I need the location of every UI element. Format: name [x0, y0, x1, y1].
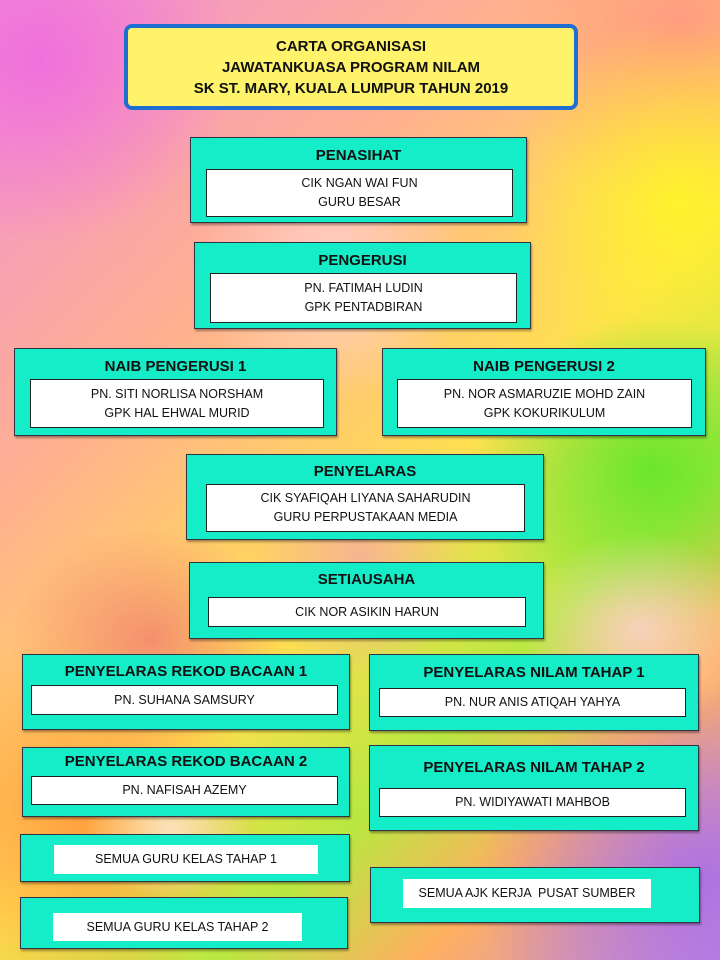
- name-setiausaha: CIK NOR ASIKIN HARUN: [295, 604, 439, 619]
- position-pengerusi: GPK PENTADBIRAN: [304, 300, 423, 314]
- role-pengerusi: PENGERUSI: [318, 252, 407, 269]
- person-nilam-tahap-2: [379, 788, 686, 817]
- label-guru-tahap-2: [53, 913, 302, 941]
- position-penasihat: GURU BESAR: [318, 195, 401, 209]
- node-nilam-tahap-2: [369, 745, 699, 831]
- role-penasihat: PENASIHAT: [315, 147, 402, 164]
- name-penyelaras: CIK SYAFIQAH LIYANA SAHARUDIN: [260, 491, 471, 505]
- node-guru-tahap-1: [20, 834, 350, 882]
- name-penasihat: CIK NGAN WAI FUN: [301, 176, 418, 190]
- title-line-3: SK ST. MARY, KUALA LUMPUR TAHUN 2019: [193, 79, 509, 97]
- title-line-1: CARTA ORGANISASI: [276, 37, 426, 55]
- name-pengerusi: PN. FATIMAH LUDIN: [304, 281, 423, 295]
- person-rekod-bacaan-1: [31, 685, 338, 715]
- name-nilam-tahap-1: PN. NUR ANIS ATIQAH YAHYA: [444, 695, 621, 709]
- person-nilam-tahap-1: [379, 688, 686, 717]
- role-naib-pengerusi-2: NAIB PENGERUSI 2: [473, 358, 615, 375]
- role-nilam-tahap-2: PENYELARAS NILAM TAHAP 2: [423, 759, 645, 776]
- position-penyelaras: GURU PERPUSTAKAAN MEDIA: [273, 510, 458, 524]
- node-pengerusi: [194, 242, 531, 329]
- node-guru-tahap-2: [20, 897, 348, 949]
- text-guru-tahap-2: SEMUA GURU KELAS TAHAP 2: [86, 919, 269, 934]
- person-setiausaha: [208, 597, 526, 627]
- node-nilam-tahap-1: [369, 654, 699, 731]
- person-penyelaras: [206, 484, 525, 532]
- person-rekod-bacaan-2: [31, 776, 338, 805]
- node-rekod-bacaan-1: [22, 654, 350, 730]
- node-ajk-kerja: [370, 867, 700, 923]
- title-line-2: JAWATANKUASA PROGRAM NILAM: [221, 58, 481, 76]
- node-naib-pengerusi-1: [14, 348, 337, 436]
- name-naib-pengerusi-1: PN. SITI NORLISA NORSHAM: [90, 386, 264, 401]
- role-rekod-bacaan-1: PENYELARAS REKOD BACAAN 1: [64, 663, 308, 680]
- role-naib-pengerusi-1: NAIB PENGERUSI 1: [104, 358, 247, 375]
- text-guru-tahap-1: SEMUA GURU KELAS TAHAP 1: [94, 852, 277, 866]
- person-naib-pengerusi-2: [397, 379, 692, 428]
- label-guru-tahap-1: [54, 845, 318, 874]
- chart-title-box: [124, 24, 578, 110]
- node-rekod-bacaan-2: [22, 747, 350, 817]
- name-naib-pengerusi-2: PN. NOR ASMARUZIE MOHD ZAIN: [443, 386, 646, 401]
- role-penyelaras: PENYELARAS: [313, 463, 417, 480]
- person-pengerusi: [210, 273, 517, 323]
- person-penasihat: [206, 169, 513, 217]
- name-nilam-tahap-2: PN. WIDIYAWATI MAHBOB: [455, 795, 610, 809]
- text-ajk-kerja: SEMUA AJK KERJA PUSAT SUMBER: [418, 886, 636, 900]
- node-penyelaras: [186, 454, 544, 540]
- role-rekod-bacaan-2: PENYELARAS REKOD BACAAN 2: [64, 753, 308, 770]
- node-penasihat: [190, 137, 527, 223]
- name-rekod-bacaan-1: PN. SUHANA SAMSURY: [114, 692, 255, 707]
- person-naib-pengerusi-1: [30, 379, 324, 428]
- node-naib-pengerusi-2: [382, 348, 706, 436]
- node-setiausaha: [189, 562, 544, 639]
- role-nilam-tahap-1: PENYELARAS NILAM TAHAP 1: [423, 664, 645, 681]
- name-rekod-bacaan-2: PN. NAFISAH AZEMY: [122, 783, 247, 797]
- label-ajk-kerja: [403, 879, 651, 908]
- role-setiausaha: SETIAUSAHA: [317, 571, 416, 588]
- position-naib-pengerusi-1: GPK HAL EHWAL MURID: [104, 405, 250, 420]
- position-naib-pengerusi-2: GPK KOKURIKULUM: [483, 405, 606, 420]
